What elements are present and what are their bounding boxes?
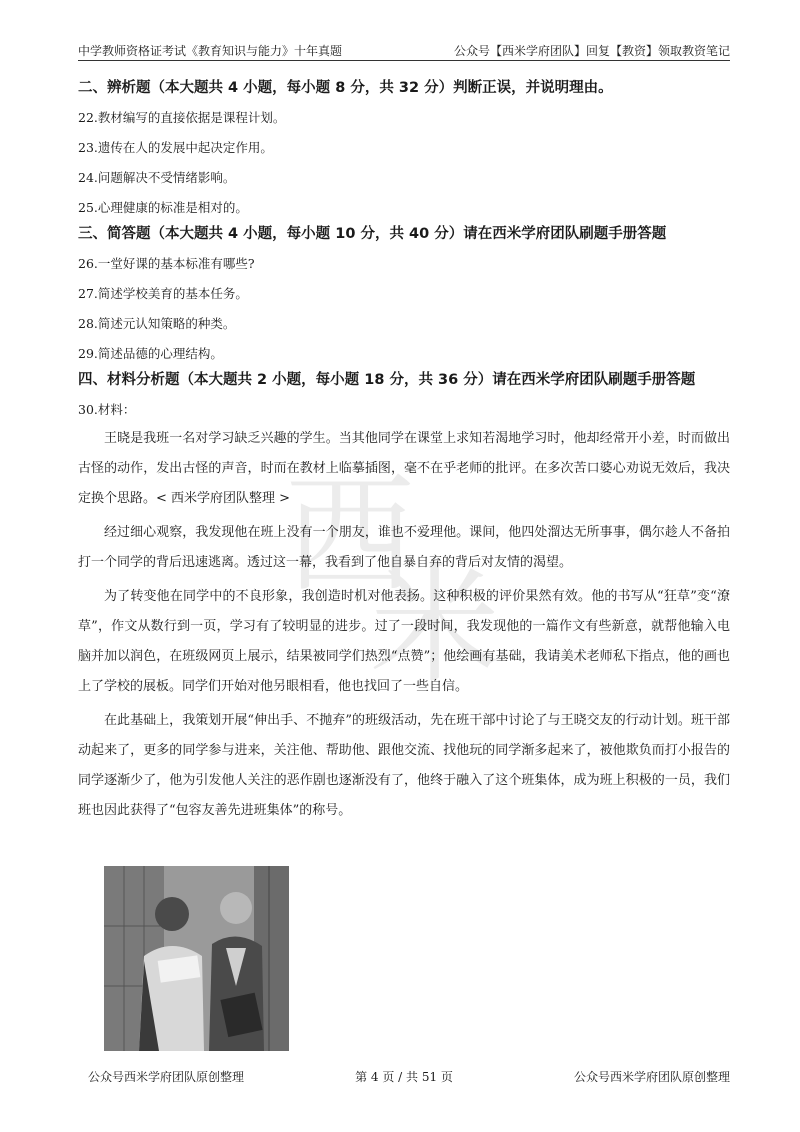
footer-left-text: 公众号西米学府团队原创整理 bbox=[88, 1070, 245, 1084]
question-29: 29.简述品德的心理结构。 bbox=[78, 346, 223, 361]
question-30: 30.材料： bbox=[78, 402, 136, 417]
watermark-glyph-2: 米 bbox=[370, 549, 501, 680]
material-paragraph-3: 为了转变他在同学中的不良形象，我创造时机对他表扬。这种积极的评价果然有效。他的书写从“狂草”变“潦草”，作文从数行到一页，学习有了较明显的进步。过了一段时间，我发现他的一篇作文有些新意，就帮他输入电脑并加以润色，在班级网页上展示，结果被同学们热烈“点赞”；他绘画有基础，我请美术老师私下指点，他的画也上了学校的展板。同学们开始对他另眼相看，他也找回了一些自信。 bbox=[78, 589, 730, 694]
question-22: 22.教材编写的直接依据是课程计划。 bbox=[78, 110, 286, 125]
page-number: 第 4 页 / 共 51 页 bbox=[355, 1070, 453, 1084]
question-24: 24.问题解决不受情绪影响。 bbox=[78, 170, 236, 185]
question-23: 23.遗传在人的发展中起决定作用。 bbox=[78, 140, 273, 155]
question-28: 28.简述元认知策略的种类。 bbox=[78, 316, 236, 331]
question-25: 25.心理健康的标准是相对的。 bbox=[78, 200, 248, 215]
material-paragraph-4: 在此基础上，我策划开展“伸出手、不抛弃”的班级活动，先在班干部中讨论了与王晓交友的行动计划。班干部动起来了，更多的同学参与进来，关注他、帮助他、跟他交流、找他玩的同学渐多起来了，被他欺负而打小报告的同学逐渐少了，他为引发他人关注的恶作剧也逐渐没有了，他终于融入了这个班集体，成为班上积极的一员，我们班也因此获得了“包容友善先进班集体”的称号。 bbox=[78, 713, 730, 818]
section-3-questions bbox=[78, 254, 730, 364]
section-3-title: 三、简答题（本大题共 4 小题，每小题 10 分，共 40 分）请在西米学府团队刷题手册答题 bbox=[78, 226, 667, 242]
section-2-title: 二、辨析题（本大题共 4 小题，每小题 8 分，共 32 分）判断正误，并说明理由。 bbox=[78, 80, 613, 96]
question-27: 27.简述学校美育的基本任务。 bbox=[78, 286, 248, 301]
section-2-questions bbox=[78, 108, 730, 218]
page-footer bbox=[78, 1068, 730, 1088]
page-header bbox=[78, 38, 730, 61]
watermark-glyph-1: 西 bbox=[285, 459, 416, 611]
header-right-text: 公众号【西米学府团队】回复【教资】领取教资笔记 bbox=[453, 44, 730, 58]
question-26: 26.一堂好课的基本标准有哪些? bbox=[78, 256, 255, 271]
teacher-student-photo bbox=[104, 866, 289, 1051]
header-left-text: 中学教师资格证考试《教育知识与能力》十年真题 bbox=[78, 44, 343, 58]
footer-right-text: 公众号西米学府团队原创整理 bbox=[573, 1070, 730, 1084]
page-content bbox=[78, 78, 730, 826]
section-4-title: 四、材料分析题（本大题共 2 小题，每小题 18 分，共 36 分）请在西米学府团队刷题手册答题 bbox=[78, 372, 696, 388]
material-paragraph-1: 王晓是我班一名对学习缺乏兴趣的学生。当其他同学在课堂上求知若渴地学习时，他却经常开小差，时而做出古怪的动作，发出古怪的声音，时而在教材上临摹插图，毫不在乎老师的批评。在多次苦口婆心劝说无效后，我决定换个思路。< 西米学府团队整理 > bbox=[78, 431, 730, 506]
material-paragraph-2: 经过细心观察，我发现他在班上没有一个朋友，谁也不爱理他。课间，他四处溜达无所事事，偶尔趁人不备拍打一个同学的背后迅速逃离。透过这一幕，我看到了他自暴自弃的背后对友情的渴望。 bbox=[78, 525, 730, 570]
